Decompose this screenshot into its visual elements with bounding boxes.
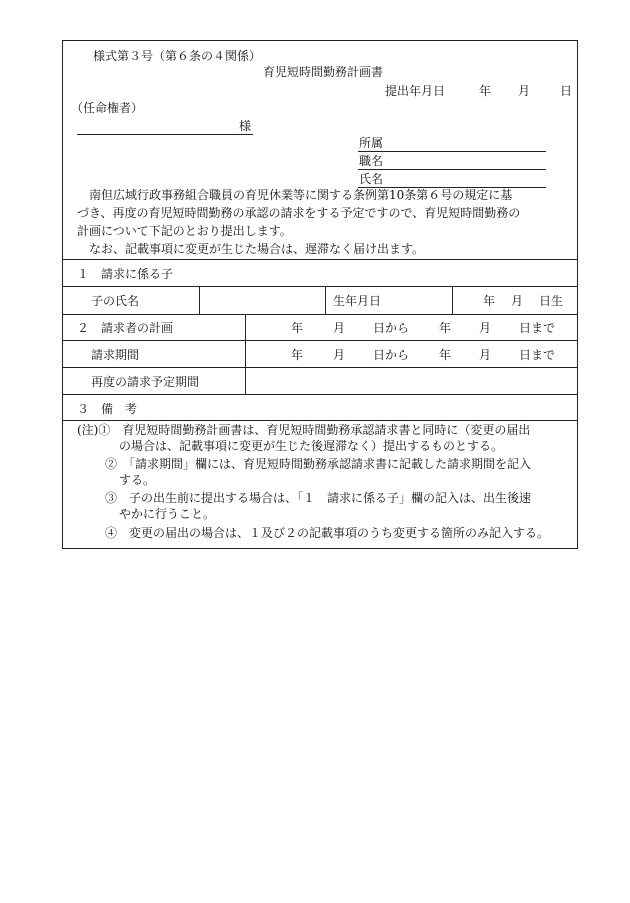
addressee-honorific: 様 [239,119,252,133]
note-3-line-2: やかに行うこと。 [119,507,216,521]
table-top-line [63,259,577,260]
table-bottom-line [63,420,577,421]
body-paragraph-line-3: 計画について下記のとおり提出します。 [77,224,292,238]
plan-to-day: 日まで [519,321,556,335]
submit-date-label: 提出年月日 [385,84,446,98]
period-to-day: 日まで [519,348,556,362]
period-from-year: 年 [291,348,304,362]
appointing-authority-label: （任命権者） [71,101,144,115]
note-1-line-2: の場合は、記載事項に変更が生じた後遅滞なく）提出するものとする。 [119,439,504,453]
child-name-label: 子の氏名 [91,294,140,308]
plan-to-year: 年 [439,321,452,335]
submit-date-year: 年 [479,84,492,98]
period-from-month: 月 [333,348,346,362]
table-vline-birth-label [325,286,326,314]
table-vline-label-col [245,314,246,394]
table-vline-child-name [199,286,200,314]
submit-date-month: 月 [518,84,531,98]
plan-from-month: 月 [333,321,346,335]
form-title: 育児短時間勤務計画書 [263,65,384,79]
table-line-3 [63,314,577,315]
addressee-underline [77,134,253,135]
plan-to-month: 月 [479,321,492,335]
table-line-5 [63,367,577,368]
affiliation-underline [358,151,546,152]
birth-month: 月 [511,294,524,308]
re-request-period-label: 再度の請求予定期間 [91,375,200,389]
position-underline [358,169,546,170]
affiliation-label: 所属 [359,136,384,150]
request-period-label: 請求期間 [91,348,140,362]
submit-date-day: 日 [560,84,573,98]
position-label: 職名 [359,154,384,168]
note-2-line-2: する。 [119,473,156,487]
table-vline-birth-value [452,286,453,314]
note-1-line-1: (注)① 育児短時間勤務計画書は、育児短時間勤務承認請求書と同時に（変更の届出 [77,423,531,437]
section-2-label: ２ 請求者の計画 [77,321,174,335]
note-4-line-1: ④ 変更の届出の場合は、１及び２の記載事項のうち変更する箇所のみ記入する。 [105,526,550,540]
period-from-day: 日から [373,348,410,362]
form-frame [62,40,578,549]
birth-day: 日生 [539,294,564,308]
body-paragraph-line-2: づき、再度の育児短時間勤務の承認の請求をする予定ですので、育児短時間勤務の [77,206,521,220]
body-paragraph-line-1: 南但広域行政事務組合職員の育児休業等に関する条例第10条第６号の規定に基 [89,188,513,202]
period-to-year: 年 [439,348,452,362]
note-3-line-1: ③ 子の出生前に提出する場合は、「１ 請求に係る子」欄の記入は、出生後速 [105,491,532,505]
table-line-6 [63,394,577,395]
section-3-remarks-label: ３ 備 考 [77,402,138,416]
table-line-2 [63,286,577,287]
section-1-label: １ 請求に係る子 [77,267,174,281]
plan-from-day: 日から [373,321,410,335]
birth-date-label: 生年月日 [333,294,382,308]
birth-year: 年 [483,294,496,308]
period-to-month: 月 [479,348,492,362]
plan-from-year: 年 [291,321,304,335]
body-paragraph-2: なお、記載事項に変更が生じた場合は、遅滞なく届け出ます。 [89,242,425,256]
note-2-line-1: ② 「請求期間」欄には、育児短時間勤務承認請求書に記載した請求期間を記入 [105,457,532,471]
name-label: 氏名 [359,172,384,186]
form-number: 様式第３号（第６条の４関係） [93,49,262,63]
table-line-4 [63,340,577,341]
